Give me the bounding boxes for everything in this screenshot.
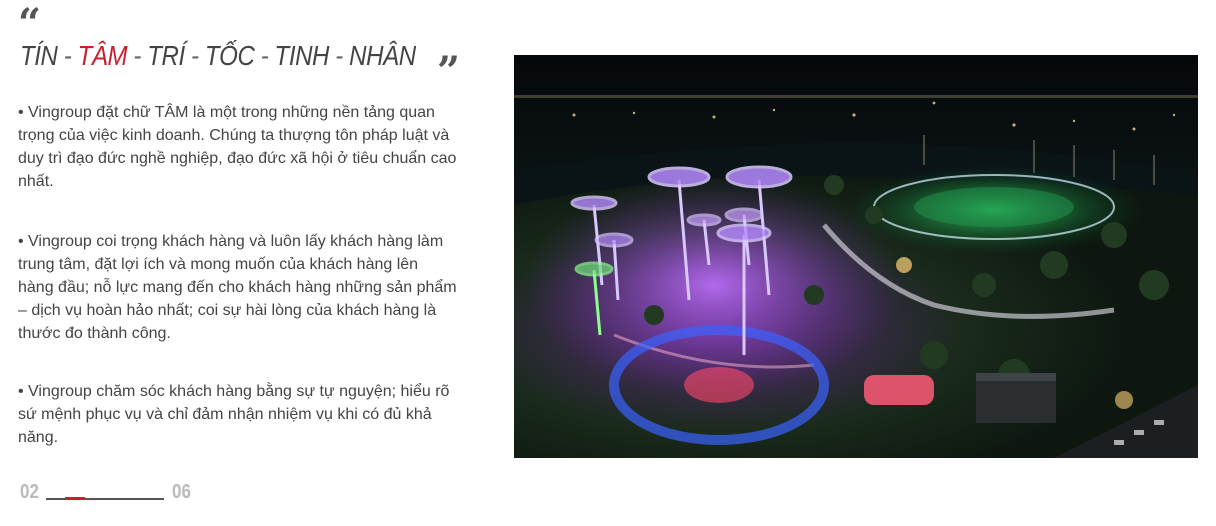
title-word-highlight: TÂM bbox=[77, 40, 128, 71]
title-separator: - bbox=[335, 40, 343, 71]
values-title bbox=[20, 40, 416, 72]
paragraph-2: • Vingroup coi trọng khách hàng và luôn lấy khách hàng làm trung tâm, đặt lợi ích và mong muốn của khách hàng lên hàng đầu; nỗ lực mang đến cho khách hàng những sản phẩm – dịch vụ hoàn hảo nhất; coi sự hài lòng của khách hàng là thước đo thành công. bbox=[18, 233, 457, 342]
pager-total: 06 bbox=[172, 481, 192, 503]
title-word: TỐC bbox=[204, 40, 255, 71]
slide-pager[interactable] bbox=[20, 478, 195, 504]
title-word: NHÂN bbox=[349, 40, 416, 71]
paragraph-3: • Vingroup chăm sóc khách hàng bằng sự tự nguyện; hiểu rõ sứ mệnh phục vụ và chỉ đảm nhận nhiệm vụ khi có đủ khả năng. bbox=[18, 383, 450, 446]
paragraph-1: • Vingroup đặt chữ TÂM là một trong những nền tảng quan trọng của việc kinh doanh. Chúng ta thượng tôn pháp luật và duy trì đạo đức nghề nghiệp, đạo đức xã hội ở tiêu chuẩn cao nhất. bbox=[18, 104, 457, 190]
title-separator: - bbox=[260, 40, 269, 71]
title-separator: - bbox=[191, 40, 199, 71]
pager-progress-track[interactable] bbox=[46, 498, 164, 500]
title-word: TRÍ bbox=[147, 40, 185, 71]
title-separator: - bbox=[63, 40, 72, 71]
quote-open-icon: “ bbox=[18, 0, 42, 47]
pager-current: 02 bbox=[20, 481, 39, 503]
title-word: TINH bbox=[274, 40, 330, 71]
pager-progress-fill bbox=[65, 497, 85, 500]
title-separator: - bbox=[133, 40, 142, 71]
quote-close-icon: ” bbox=[437, 48, 461, 95]
night-park-aerial-photo bbox=[514, 55, 1198, 458]
title-word: TÍN bbox=[20, 40, 58, 71]
